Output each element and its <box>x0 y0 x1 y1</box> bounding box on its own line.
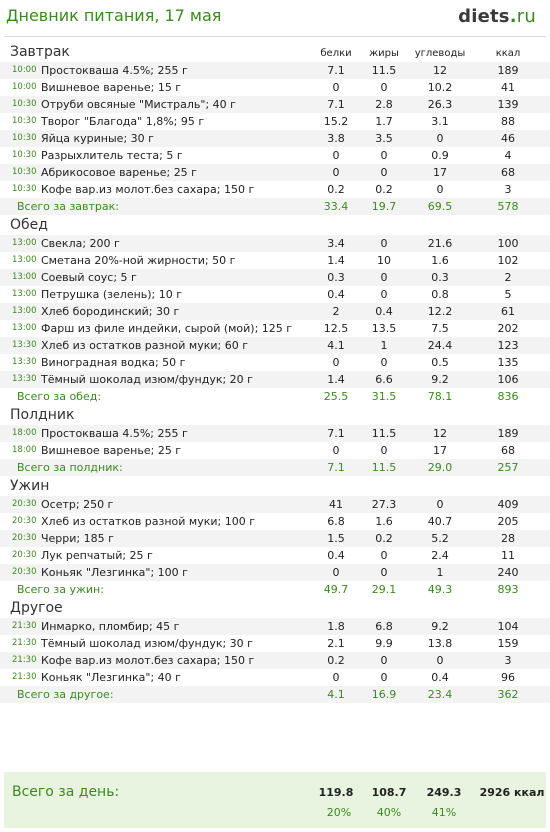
food-row[interactable] <box>0 164 550 181</box>
food-protein: 12.5 <box>323 322 349 335</box>
meal-section <box>0 407 550 476</box>
food-protein: 1.5 <box>327 532 345 545</box>
food-name: Хлеб из остатков разной муки; 60 г <box>41 339 249 352</box>
food-time: 10:30 <box>12 133 37 143</box>
food-name: Разрыхлитель теста; 5 г <box>41 149 183 162</box>
food-protein: 0.2 <box>327 183 345 196</box>
food-protein: 7.1 <box>327 64 345 77</box>
diary-table <box>0 44 550 705</box>
food-name: Простокваша 4.5%; 255 г <box>41 64 188 77</box>
food-carbs: 21.6 <box>427 237 453 250</box>
food-kcal: 205 <box>497 515 519 528</box>
food-carbs: 9.2 <box>431 373 449 386</box>
food-row[interactable] <box>0 425 550 442</box>
food-kcal: 3 <box>504 183 512 196</box>
meal-title: Полдник <box>10 407 75 423</box>
meal-total-kcal: 578 <box>497 200 519 213</box>
food-kcal: 139 <box>497 98 519 111</box>
food-kcal: 159 <box>497 637 519 650</box>
food-protein: 0 <box>332 166 340 179</box>
food-time: 21:30 <box>12 672 37 682</box>
food-carbs: 1 <box>436 566 444 579</box>
food-kcal: 4 <box>504 149 512 162</box>
food-kcal: 189 <box>497 64 519 77</box>
food-time: 10:30 <box>12 116 37 126</box>
food-fat: 0.2 <box>375 183 393 196</box>
food-kcal: 123 <box>497 339 519 352</box>
food-row[interactable] <box>0 130 550 147</box>
food-fat: 0.4 <box>375 305 393 318</box>
food-fat: 10 <box>377 254 391 267</box>
page-header <box>0 0 550 34</box>
food-fat: 11.5 <box>371 427 397 440</box>
food-time: 13:30 <box>12 357 37 367</box>
food-name: Хлеб из остатков разной муки; 100 г <box>41 515 256 528</box>
food-protein: 0 <box>332 81 340 94</box>
day-carbs-percent: 41% <box>431 806 457 819</box>
food-protein: 2 <box>332 305 340 318</box>
food-row[interactable] <box>0 354 550 371</box>
food-row[interactable] <box>0 303 550 320</box>
food-time: 18:00 <box>12 428 37 438</box>
meal-total-label: Всего за полдник: <box>17 461 123 474</box>
food-protein: 0 <box>332 444 340 457</box>
food-carbs: 0 <box>436 183 444 196</box>
column-protein: белки <box>320 48 352 59</box>
meal-header <box>0 600 550 618</box>
food-row[interactable] <box>0 62 550 79</box>
food-protein: 2.1 <box>327 637 345 650</box>
food-carbs: 40.7 <box>427 515 453 528</box>
meal-header <box>0 478 550 496</box>
food-fat: 6.8 <box>375 620 393 633</box>
food-carbs: 0 <box>436 498 444 511</box>
food-fat: 1.6 <box>375 515 393 528</box>
food-fat: 0 <box>380 444 388 457</box>
food-name: Вишневое варенье; 25 г <box>41 444 182 457</box>
day-kcal: 2926 ккал <box>479 786 545 799</box>
food-name: Соевый соус; 5 г <box>41 271 137 284</box>
meal-total-kcal: 257 <box>497 461 519 474</box>
food-protein: 0.4 <box>327 288 345 301</box>
food-time: 13:00 <box>12 255 37 265</box>
food-fat: 0 <box>380 149 388 162</box>
food-name: Петрушка (зелень); 10 г <box>41 288 183 301</box>
food-row[interactable] <box>0 530 550 547</box>
food-protein: 7.1 <box>327 427 345 440</box>
meal-section <box>0 44 550 215</box>
food-kcal: 202 <box>497 322 519 335</box>
food-name: Свекла; 200 г <box>41 237 120 250</box>
food-time: 13:30 <box>12 340 37 350</box>
food-name: Отруби овсяные "Мистраль"; 40 г <box>41 98 236 111</box>
food-time: 10:30 <box>12 167 37 177</box>
day-fat: 108.7 <box>371 786 407 799</box>
food-name: Кофе вар.из молот.без сахара; 150 г <box>41 654 255 667</box>
food-row[interactable] <box>0 320 550 337</box>
food-row[interactable] <box>0 79 550 96</box>
food-row[interactable] <box>0 235 550 252</box>
food-kcal: 41 <box>501 81 515 94</box>
food-time: 13:00 <box>12 306 37 316</box>
food-protein: 0 <box>332 149 340 162</box>
meal-total-row <box>0 581 550 598</box>
food-fat: 0 <box>380 356 388 369</box>
food-name: Лук репчатый; 25 г <box>41 549 153 562</box>
meal-section <box>0 217 550 405</box>
meal-total-protein: 7.1 <box>327 461 345 474</box>
logo-tld: ru <box>516 6 536 27</box>
food-row[interactable] <box>0 96 550 113</box>
meal-total-fat: 16.9 <box>371 688 397 701</box>
food-fat: 0 <box>380 81 388 94</box>
food-carbs: 5.2 <box>431 532 449 545</box>
food-carbs: 0.4 <box>431 671 449 684</box>
food-name: Сметана 20%-ной жирности; 50 г <box>41 254 236 267</box>
meal-title: Обед <box>10 217 48 233</box>
meal-total-carbs: 23.4 <box>427 688 453 701</box>
food-carbs: 17 <box>433 166 447 179</box>
meal-total-row <box>0 686 550 703</box>
food-kcal: 11 <box>501 549 515 562</box>
food-carbs: 0 <box>436 132 444 145</box>
food-carbs: 10.2 <box>427 81 453 94</box>
food-carbs: 0.8 <box>431 288 449 301</box>
food-name: Кофе вар.из молот.без сахара; 150 г <box>41 183 255 196</box>
page-title: Дневник питания, 17 мая <box>6 6 222 25</box>
food-name: Коньяк "Лезгинка"; 100 г <box>41 566 188 579</box>
meal-header <box>0 217 550 235</box>
food-protein: 4.1 <box>327 339 345 352</box>
food-carbs: 0 <box>436 654 444 667</box>
day-protein-percent: 20% <box>326 806 352 819</box>
meal-total-protein: 25.5 <box>323 390 349 403</box>
food-name: Тёмный шоколад изюм/фундук; 20 г <box>41 373 253 386</box>
food-time: 10:30 <box>12 99 37 109</box>
food-name: Фарш из филе индейки, сырой (мой); 125 г <box>41 322 293 335</box>
food-name: Тёмный шоколад изюм/фундук; 30 г <box>41 637 253 650</box>
food-row[interactable] <box>0 269 550 286</box>
food-fat: 27.3 <box>371 498 397 511</box>
food-name: Виноградная водка; 50 г <box>41 356 186 369</box>
meal-total-label: Всего за ужин: <box>17 583 104 596</box>
food-row[interactable] <box>0 337 550 354</box>
meal-total-label: Всего за завтрак: <box>17 200 120 213</box>
food-time: 10:00 <box>12 82 37 92</box>
food-fat: 0 <box>380 288 388 301</box>
food-row[interactable] <box>0 547 550 564</box>
food-kcal: 102 <box>497 254 519 267</box>
column-kcal: ккал <box>495 48 521 59</box>
food-name: Черри; 185 г <box>41 532 114 545</box>
food-kcal: 100 <box>497 237 519 250</box>
food-kcal: 88 <box>501 115 515 128</box>
food-kcal: 3 <box>504 654 512 667</box>
food-time: 18:00 <box>12 445 37 455</box>
meal-total-protein: 4.1 <box>327 688 345 701</box>
food-name: Яйца куриные; 30 г <box>41 132 154 145</box>
food-time: 20:30 <box>12 550 37 560</box>
food-fat: 6.6 <box>375 373 393 386</box>
food-time: 10:30 <box>12 150 37 160</box>
food-kcal: 104 <box>497 620 519 633</box>
food-protein: 1.8 <box>327 620 345 633</box>
food-protein: 6.8 <box>327 515 345 528</box>
food-row[interactable] <box>0 635 550 652</box>
logo-dot: . <box>509 6 517 27</box>
food-fat: 3.5 <box>375 132 393 145</box>
food-fat: 0.2 <box>375 532 393 545</box>
food-time: 20:30 <box>12 533 37 543</box>
food-fat: 13.5 <box>371 322 397 335</box>
food-time: 13:00 <box>12 272 37 282</box>
meal-title: Другое <box>10 600 63 616</box>
food-carbs: 17 <box>433 444 447 457</box>
food-time: 21:30 <box>12 638 37 648</box>
food-fat: 1 <box>380 339 388 352</box>
meal-total-carbs: 78.1 <box>427 390 453 403</box>
food-protein: 7.1 <box>327 98 345 111</box>
food-kcal: 96 <box>501 671 515 684</box>
site-logo[interactable] <box>458 6 536 27</box>
food-carbs: 13.8 <box>427 637 453 650</box>
food-protein: 0.2 <box>327 654 345 667</box>
meal-total-row <box>0 459 550 476</box>
food-kcal: 106 <box>497 373 519 386</box>
logo-main: diets <box>458 6 510 27</box>
food-kcal: 61 <box>501 305 515 318</box>
food-fat: 0 <box>380 166 388 179</box>
food-protein: 3.4 <box>327 237 345 250</box>
food-name: Вишневое варенье; 15 г <box>41 81 182 94</box>
food-row[interactable] <box>0 496 550 513</box>
food-time: 20:30 <box>12 499 37 509</box>
food-protein: 0 <box>332 566 340 579</box>
meal-total-fat: 11.5 <box>371 461 397 474</box>
food-carbs: 0.3 <box>431 271 449 284</box>
meal-total-protein: 33.4 <box>323 200 349 213</box>
food-fat: 0 <box>380 566 388 579</box>
meal-total-fat: 19.7 <box>371 200 397 213</box>
meal-header <box>0 44 550 62</box>
food-kcal: 68 <box>501 166 515 179</box>
meal-total-kcal: 893 <box>497 583 519 596</box>
food-fat: 0 <box>380 237 388 250</box>
food-protein: 41 <box>329 498 343 511</box>
food-row[interactable] <box>0 442 550 459</box>
meal-total-row <box>0 198 550 215</box>
food-kcal: 68 <box>501 444 515 457</box>
food-row[interactable] <box>0 652 550 669</box>
meal-total-fat: 29.1 <box>371 583 397 596</box>
food-fat: 0 <box>380 549 388 562</box>
food-row[interactable] <box>0 564 550 581</box>
food-carbs: 7.5 <box>431 322 449 335</box>
food-carbs: 24.4 <box>427 339 453 352</box>
food-row[interactable] <box>0 113 550 130</box>
food-fat: 0 <box>380 271 388 284</box>
day-fat-percent: 40% <box>376 806 402 819</box>
food-row[interactable] <box>0 286 550 303</box>
food-protein: 0 <box>332 671 340 684</box>
food-kcal: 28 <box>501 532 515 545</box>
food-name: Хлеб бородинский; 30 г <box>41 305 180 318</box>
food-row[interactable] <box>0 371 550 388</box>
food-protein: 1.4 <box>327 373 345 386</box>
food-fat: 9.9 <box>375 637 393 650</box>
food-kcal: 409 <box>497 498 519 511</box>
food-time: 20:30 <box>12 516 37 526</box>
food-carbs: 12 <box>433 64 447 77</box>
food-row[interactable] <box>0 252 550 269</box>
food-fat: 11.5 <box>371 64 397 77</box>
food-carbs: 12 <box>433 427 447 440</box>
food-name: Коньяк "Лезгинка"; 40 г <box>41 671 181 684</box>
food-name: Творог "Благода" 1,8%; 95 г <box>41 115 205 128</box>
meal-total-kcal: 836 <box>497 390 519 403</box>
meal-total-carbs: 69.5 <box>427 200 453 213</box>
meal-title: Ужин <box>10 478 50 494</box>
food-time: 10:00 <box>12 65 37 75</box>
food-name: Инмарко, пломбир; 45 г <box>41 620 180 633</box>
day-total-box <box>4 772 546 828</box>
food-time: 20:30 <box>12 567 37 577</box>
food-time: 21:30 <box>12 655 37 665</box>
food-time: 13:00 <box>12 323 37 333</box>
food-protein: 0.3 <box>327 271 345 284</box>
food-fat: 0 <box>380 671 388 684</box>
food-time: 13:30 <box>12 374 37 384</box>
food-name: Абрикосовое варенье; 25 г <box>41 166 197 179</box>
meal-total-label: Всего за другое: <box>17 688 114 701</box>
food-protein: 0 <box>332 356 340 369</box>
food-protein: 15.2 <box>323 115 349 128</box>
day-total-label: Всего за день: <box>12 784 120 800</box>
food-fat: 1.7 <box>375 115 393 128</box>
meal-section <box>0 478 550 598</box>
food-fat: 0 <box>380 654 388 667</box>
food-carbs: 0.9 <box>431 149 449 162</box>
food-carbs: 0.5 <box>431 356 449 369</box>
meal-header <box>0 407 550 425</box>
food-protein: 0.4 <box>327 549 345 562</box>
food-time: 10:30 <box>12 184 37 194</box>
day-carbs: 249.3 <box>426 786 462 799</box>
food-name: Осетр; 250 г <box>41 498 114 511</box>
food-fat: 2.8 <box>375 98 393 111</box>
food-time: 13:00 <box>12 238 37 248</box>
food-carbs: 2.4 <box>431 549 449 562</box>
meal-section <box>0 600 550 703</box>
meal-total-row <box>0 388 550 405</box>
food-time: 21:30 <box>12 621 37 631</box>
food-protein: 3.8 <box>327 132 345 145</box>
food-carbs: 26.3 <box>427 98 453 111</box>
food-kcal: 5 <box>504 288 512 301</box>
food-carbs: 9.2 <box>431 620 449 633</box>
food-protein: 1.4 <box>327 254 345 267</box>
food-kcal: 2 <box>504 271 512 284</box>
day-protein: 119.8 <box>318 786 354 799</box>
food-carbs: 12.2 <box>427 305 453 318</box>
food-carbs: 3.1 <box>431 115 449 128</box>
header-divider <box>4 36 546 37</box>
meal-total-kcal: 362 <box>497 688 519 701</box>
column-carbs: углеводы <box>414 48 466 59</box>
meal-total-protein: 49.7 <box>323 583 349 596</box>
food-row[interactable] <box>0 618 550 635</box>
food-name: Простокваша 4.5%; 255 г <box>41 427 188 440</box>
food-row[interactable] <box>0 669 550 686</box>
meal-total-carbs: 49.3 <box>427 583 453 596</box>
column-fat: жиры <box>369 48 399 59</box>
food-carbs: 1.6 <box>431 254 449 267</box>
meal-total-carbs: 29.0 <box>427 461 453 474</box>
food-row[interactable] <box>0 147 550 164</box>
meal-total-fat: 31.5 <box>371 390 397 403</box>
food-kcal: 240 <box>497 566 519 579</box>
food-kcal: 135 <box>497 356 519 369</box>
food-time: 13:00 <box>12 289 37 299</box>
meal-total-label: Всего за обед: <box>17 390 102 403</box>
food-row[interactable] <box>0 513 550 530</box>
meal-title: Завтрак <box>10 44 70 60</box>
food-kcal: 189 <box>497 427 519 440</box>
food-row[interactable] <box>0 181 550 198</box>
food-kcal: 46 <box>501 132 515 145</box>
